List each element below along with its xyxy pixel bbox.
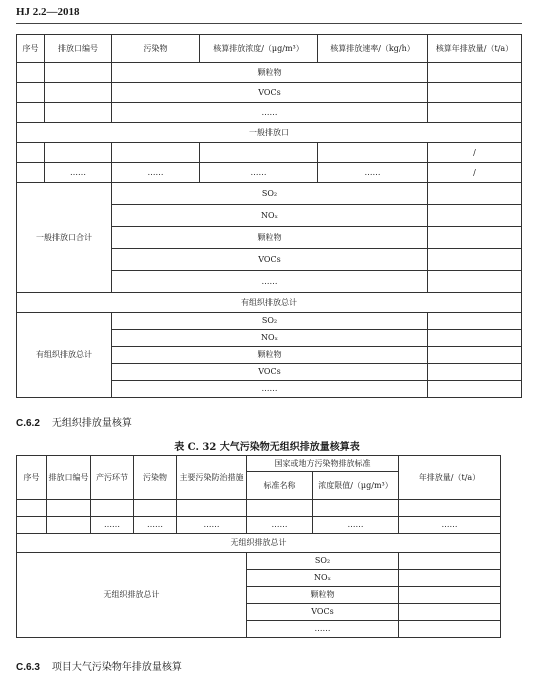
pollutant-nox: NOₓ [247,570,399,587]
dots-cell: …… [177,517,247,534]
pollutant-nox: NOₓ [112,330,428,347]
col-outlet-id: 排放口编号 [45,35,112,63]
section-number: C.6.2 [16,418,40,429]
pollutant-pm: 颗粒物 [247,587,399,604]
section-title: 无组织排放量核算 [51,418,132,429]
pollutant-pm: 颗粒物 [112,63,428,83]
section-title: 项目大气污染物年排放量核算 [51,662,182,673]
col-pollutant: 污染物 [112,35,200,63]
fugitive-emission-table [16,455,501,638]
col-seq: 序号 [17,456,47,500]
document-code: HJ 2.2—2018 [16,6,80,18]
col-pollutant: 污染物 [134,456,177,500]
col-control-measures: 主要污染防治措施 [177,456,247,500]
col-standard-group: 国家或地方污染物排放标准 [247,456,399,472]
section-general-outlet: 一般排放口 [17,123,522,143]
dots-cell: …… [91,517,134,534]
dots-cell: …… [313,517,399,534]
pollutant-so2: SO₂ [112,313,428,330]
col-concentration: 核算排放浓度/（μg/m³） [200,35,318,63]
section-c63 [16,658,182,673]
dots-cell: …… [112,163,200,183]
pollutant-more: …… [112,103,428,123]
pollutant-pm: 颗粒物 [112,227,428,249]
general-outlet-total-label: 一般排放口合计 [17,183,112,293]
col-seq: 序号 [17,35,45,63]
organized-total-label: 有组织排放总计 [17,313,112,398]
dots-cell: …… [247,517,313,534]
pollutant-so2: SO₂ [247,553,399,570]
dots-cell: …… [399,517,501,534]
pollutant-more: …… [247,621,399,638]
section-number: C.6.3 [16,662,40,673]
col-outlet-id: 排放口编号 [47,456,91,500]
pollutant-nox: NOₓ [112,205,428,227]
organized-emission-table [16,34,522,398]
fugitive-total-header: 无组织排放总计 [17,534,501,553]
col-rate: 核算排放速率/（kg/h） [318,35,428,63]
fugitive-total-label: 无组织排放总计 [17,553,247,638]
table-caption: 表 C. 32 大气污染物无组织排放量核算表 [174,442,360,453]
dots-cell: …… [134,517,177,534]
col-annual: 核算年排放量/（t/a） [428,35,522,63]
pollutant-more: …… [112,381,428,398]
pollutant-vocs: VOCs [247,604,399,621]
pollutant-vocs: VOCs [112,83,428,103]
pollutant-pm: 颗粒物 [112,347,428,364]
organized-total-header: 有组织排放总计 [17,293,522,313]
slash-cell: / [428,163,522,183]
col-standard-name: 标准名称 [247,472,313,500]
slash-cell: / [428,143,522,163]
header-rule [16,23,522,24]
col-limit: 浓度限值/（μg/m³） [313,472,399,500]
pollutant-more: …… [112,271,428,293]
pollutant-vocs: VOCs [112,364,428,381]
dots-cell: …… [45,163,112,183]
col-process: 产污环节 [91,456,134,500]
pollutant-vocs: VOCs [112,249,428,271]
dots-cell: …… [200,163,318,183]
col-annual: 年排放量/（t/a） [399,456,501,500]
dots-cell: …… [318,163,428,183]
pollutant-so2: SO₂ [112,183,428,205]
section-c62 [16,414,132,429]
